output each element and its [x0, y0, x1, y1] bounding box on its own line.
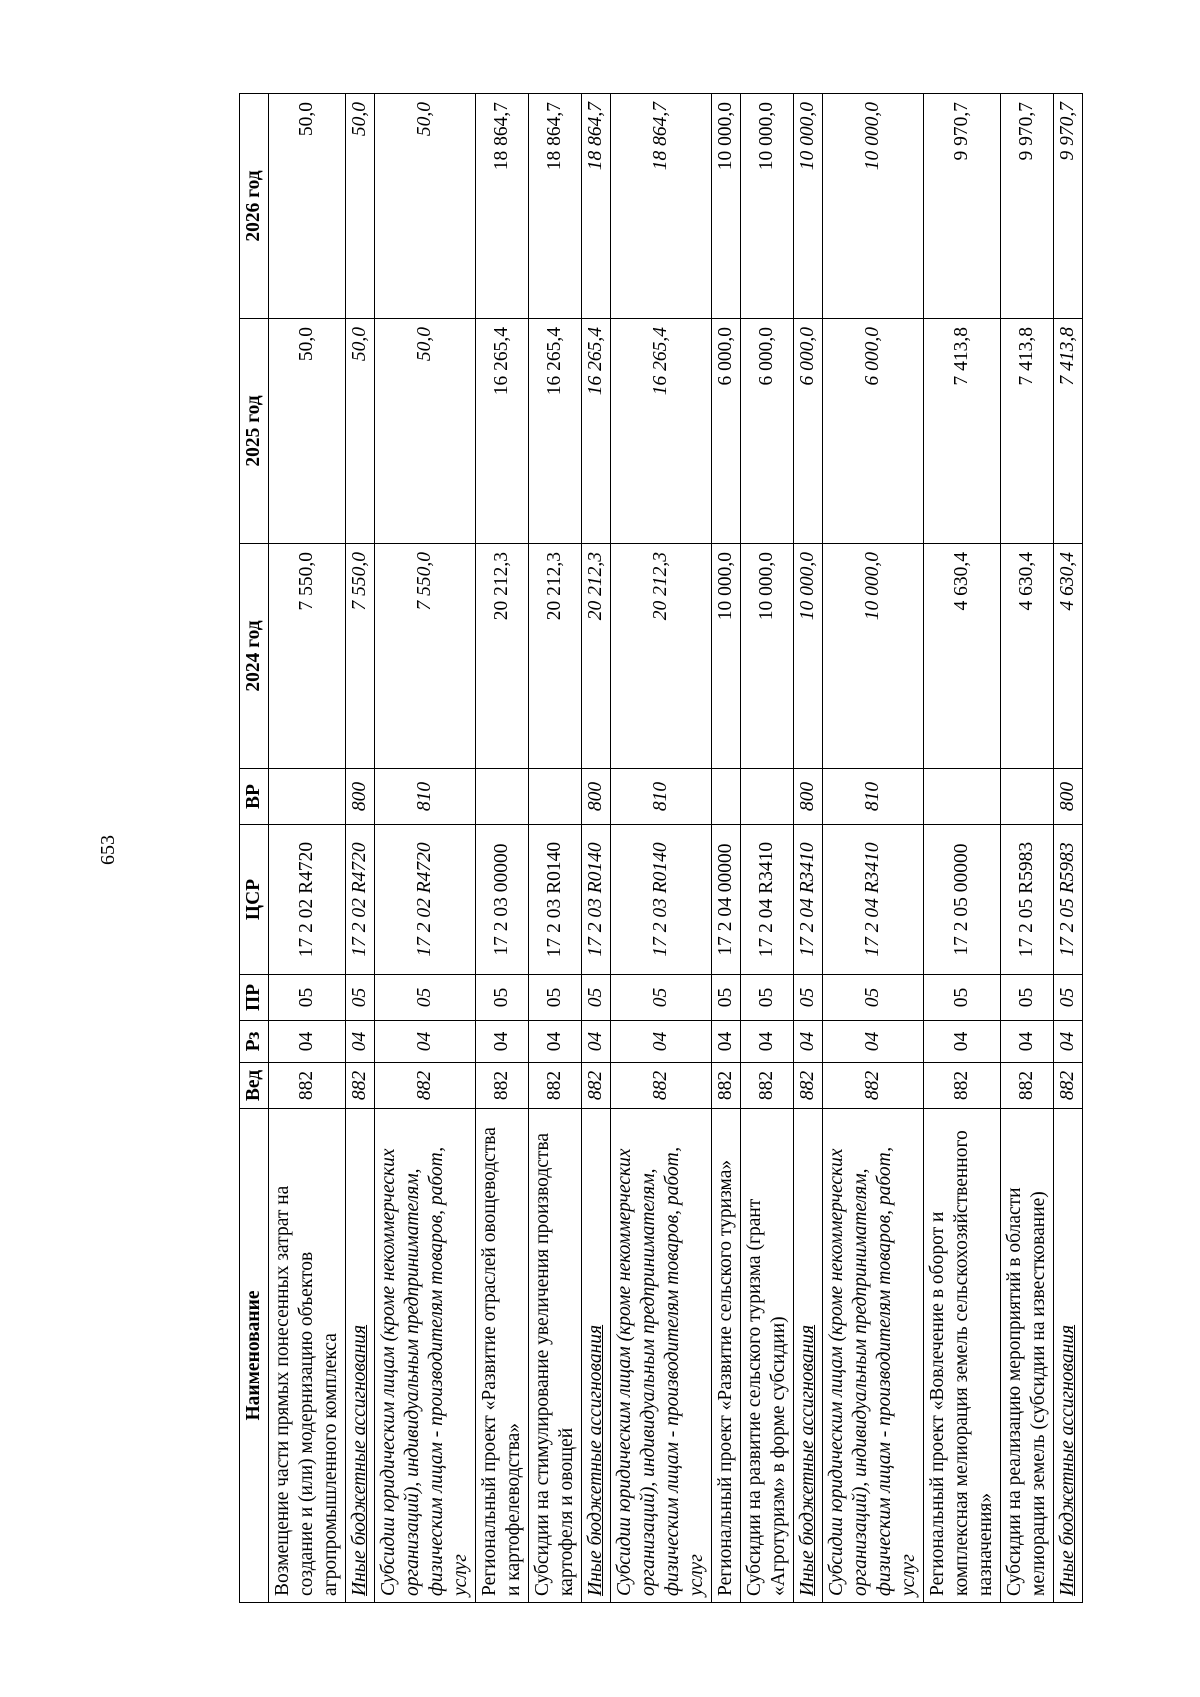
- cell-csr: 17 2 02 R4720: [269, 825, 346, 975]
- cell-ved: 882: [712, 1063, 741, 1109]
- header-2025: 2025 год: [240, 319, 269, 544]
- cell-name-text: Субсидии юридическим лицам (кроме некоммерческих организаций), индивидуальным предпринимателям, физическим лицам - производителям товаров, работ, услуг: [378, 1146, 471, 1596]
- cell-csr: 17 2 04 R3410: [741, 825, 794, 975]
- table-row: [269, 94, 346, 1603]
- cell-2024: 10 000,0: [794, 544, 823, 769]
- cell-name: [375, 1109, 476, 1603]
- cell-ved: 882: [741, 1063, 794, 1109]
- cell-2025: 16 265,4: [611, 319, 712, 544]
- cell-2026: 10 000,0: [794, 94, 823, 319]
- cell-vr: 810: [611, 769, 712, 825]
- cell-rz: 04: [476, 1021, 529, 1063]
- cell-2026: 18 864,7: [476, 94, 529, 319]
- cell-name: [582, 1109, 611, 1603]
- cell-2025: 7 413,8: [924, 319, 1001, 544]
- cell-ved: 882: [823, 1063, 924, 1109]
- cell-2024: 20 212,3: [582, 544, 611, 769]
- cell-2025: 7 413,8: [1001, 319, 1054, 544]
- table-header-row: [240, 94, 269, 1603]
- cell-2026: 9 970,7: [1001, 94, 1054, 319]
- header-csr: ЦСР: [240, 825, 269, 975]
- cell-2024: 4 630,4: [924, 544, 1001, 769]
- cell-name: [712, 1109, 741, 1603]
- cell-rz: 04: [741, 1021, 794, 1063]
- cell-csr: 17 2 02 R4720: [346, 825, 375, 975]
- cell-2024: 7 550,0: [346, 544, 375, 769]
- cell-name-text: Иные бюджетные ассигнования: [585, 1324, 606, 1596]
- cell-csr: 17 2 04 R3410: [823, 825, 924, 975]
- cell-csr: 17 2 05 00000: [924, 825, 1001, 975]
- cell-2026: 18 864,7: [611, 94, 712, 319]
- table-row: [529, 94, 582, 1603]
- cell-2024: 20 212,3: [476, 544, 529, 769]
- cell-rz: 04: [924, 1021, 1001, 1063]
- cell-2024: 20 212,3: [529, 544, 582, 769]
- cell-ved: 882: [529, 1063, 582, 1109]
- cell-2024: 4 630,4: [1001, 544, 1054, 769]
- cell-vr: [529, 769, 582, 825]
- cell-pr: 05: [611, 975, 712, 1021]
- cell-rz: 04: [529, 1021, 582, 1063]
- cell-rz: 04: [375, 1021, 476, 1063]
- cell-2024: 4 630,4: [1054, 544, 1083, 769]
- budget-table: [239, 93, 1083, 1603]
- cell-name-text: Региональный проект «Вовлечение в оборот и комплексная мелиорация земель сельскохозяйственного назначения»: [927, 1130, 996, 1596]
- cell-name-text: Иные бюджетные ассигнования: [797, 1324, 818, 1596]
- cell-2026: 9 970,7: [1054, 94, 1083, 319]
- cell-name-text: Субсидии юридическим лицам (кроме некоммерческих организаций), индивидуальным предпринимателям, физическим лицам - производителям товаров, работ, услуг: [826, 1146, 919, 1596]
- cell-name-text: Субсидии на стимулирование увеличения производства картофеля и овощей: [532, 1132, 577, 1596]
- cell-2025: 6 000,0: [823, 319, 924, 544]
- cell-vr: 810: [375, 769, 476, 825]
- cell-2026: 9 970,7: [924, 94, 1001, 319]
- cell-vr: [476, 769, 529, 825]
- cell-name-text: Субсидии на реализацию мероприятий в области мелиорации земель (субсидии на известкование): [1004, 1187, 1049, 1596]
- table-row: [823, 94, 924, 1603]
- cell-ved: 882: [924, 1063, 1001, 1109]
- cell-2026: 50,0: [269, 94, 346, 319]
- cell-csr: 17 2 02 R4720: [375, 825, 476, 975]
- cell-vr: [1001, 769, 1054, 825]
- cell-2025: 6 000,0: [741, 319, 794, 544]
- cell-ved: 882: [1054, 1063, 1083, 1109]
- cell-2025: 50,0: [375, 319, 476, 544]
- table-row: [582, 94, 611, 1603]
- cell-2025: 6 000,0: [712, 319, 741, 544]
- cell-name: [611, 1109, 712, 1603]
- cell-ved: 882: [582, 1063, 611, 1109]
- cell-vr: 800: [346, 769, 375, 825]
- cell-pr: 05: [794, 975, 823, 1021]
- cell-vr: 800: [582, 769, 611, 825]
- header-rz: Рз: [240, 1021, 269, 1063]
- table-row: [375, 94, 476, 1603]
- cell-vr: [269, 769, 346, 825]
- cell-pr: 05: [346, 975, 375, 1021]
- cell-vr: [924, 769, 1001, 825]
- cell-name: [346, 1109, 375, 1603]
- cell-2025: 16 265,4: [529, 319, 582, 544]
- cell-name: [741, 1109, 794, 1603]
- cell-csr: 17 2 03 R0140: [582, 825, 611, 975]
- table-row: [741, 94, 794, 1603]
- cell-2024: 10 000,0: [741, 544, 794, 769]
- cell-vr: [741, 769, 794, 825]
- table-row: [476, 94, 529, 1603]
- cell-2024: 7 550,0: [375, 544, 476, 769]
- cell-vr: [712, 769, 741, 825]
- cell-name-text: Субсидии юридическим лицам (кроме некоммерческих организаций), индивидуальным предпринимателям, физическим лицам - производителям товаров, работ, услуг: [614, 1146, 707, 1596]
- cell-2024: 20 212,3: [611, 544, 712, 769]
- cell-name-text: Иные бюджетные ассигнования: [1057, 1324, 1078, 1596]
- cell-rz: 04: [346, 1021, 375, 1063]
- cell-pr: 05: [582, 975, 611, 1021]
- table-row: [712, 94, 741, 1603]
- cell-name: [529, 1109, 582, 1603]
- cell-2026: 10 000,0: [741, 94, 794, 319]
- cell-rz: 04: [794, 1021, 823, 1063]
- table-row: [1001, 94, 1054, 1603]
- cell-2025: 50,0: [346, 319, 375, 544]
- cell-vr: 810: [823, 769, 924, 825]
- cell-2026: 18 864,7: [529, 94, 582, 319]
- cell-ved: 882: [476, 1063, 529, 1109]
- cell-name: [924, 1109, 1001, 1603]
- cell-name-text: Возмещение части прямых понесенных затрат на создание и (или) модернизацию объектов агропромышленного комплекса: [272, 1185, 341, 1596]
- cell-2026: 50,0: [375, 94, 476, 319]
- cell-name: [269, 1109, 346, 1603]
- cell-rz: 04: [1054, 1021, 1083, 1063]
- cell-2024: 7 550,0: [269, 544, 346, 769]
- header-name: Наименование: [240, 1109, 269, 1603]
- table-row: [346, 94, 375, 1603]
- header-2026: 2026 год: [240, 94, 269, 319]
- cell-2025: 16 265,4: [582, 319, 611, 544]
- table-row: [1054, 94, 1083, 1603]
- cell-pr: 05: [1001, 975, 1054, 1021]
- cell-rz: 04: [1001, 1021, 1054, 1063]
- cell-2026: 10 000,0: [823, 94, 924, 319]
- cell-ved: 882: [1001, 1063, 1054, 1109]
- cell-name: [823, 1109, 924, 1603]
- cell-rz: 04: [712, 1021, 741, 1063]
- cell-pr: 05: [269, 975, 346, 1021]
- header-pr: ПР: [240, 975, 269, 1021]
- cell-rz: 04: [823, 1021, 924, 1063]
- cell-pr: 05: [529, 975, 582, 1021]
- cell-pr: 05: [712, 975, 741, 1021]
- cell-csr: 17 2 03 00000: [476, 825, 529, 975]
- cell-name: [1001, 1109, 1054, 1603]
- cell-ved: 882: [375, 1063, 476, 1109]
- cell-csr: 17 2 04 R3410: [794, 825, 823, 975]
- cell-pr: 05: [924, 975, 1001, 1021]
- cell-pr: 05: [1054, 975, 1083, 1021]
- cell-2025: 50,0: [269, 319, 346, 544]
- table-row: [794, 94, 823, 1603]
- cell-2026: 50,0: [346, 94, 375, 319]
- cell-vr: 800: [1054, 769, 1083, 825]
- cell-name-text: Региональный проект «Развитие отраслей овощеводства и картофелеводства»: [479, 1127, 524, 1596]
- cell-csr: 17 2 03 R0140: [529, 825, 582, 975]
- cell-pr: 05: [476, 975, 529, 1021]
- cell-2026: 18 864,7: [582, 94, 611, 319]
- cell-name: [476, 1109, 529, 1603]
- cell-2024: 10 000,0: [712, 544, 741, 769]
- table-body: [269, 94, 1083, 1603]
- cell-ved: 882: [611, 1063, 712, 1109]
- header-vr: ВР: [240, 769, 269, 825]
- cell-pr: 05: [741, 975, 794, 1021]
- cell-pr: 05: [823, 975, 924, 1021]
- cell-csr: 17 2 03 R0140: [611, 825, 712, 975]
- cell-2025: 6 000,0: [794, 319, 823, 544]
- cell-2026: 10 000,0: [712, 94, 741, 319]
- cell-2025: 7 413,8: [1054, 319, 1083, 544]
- cell-csr: 17 2 05 R5983: [1054, 825, 1083, 975]
- cell-rz: 04: [269, 1021, 346, 1063]
- cell-name-text: Иные бюджетные ассигнования: [349, 1324, 370, 1596]
- header-2024: 2024 год: [240, 544, 269, 769]
- table-row: [924, 94, 1001, 1603]
- cell-2025: 16 265,4: [476, 319, 529, 544]
- cell-name: [1054, 1109, 1083, 1603]
- cell-ved: 882: [794, 1063, 823, 1109]
- cell-rz: 04: [582, 1021, 611, 1063]
- cell-ved: 882: [269, 1063, 346, 1109]
- cell-vr: 800: [794, 769, 823, 825]
- rotated-table-container: [239, 93, 1179, 1603]
- table-row: [611, 94, 712, 1603]
- cell-csr: 17 2 05 R5983: [1001, 825, 1054, 975]
- cell-name: [794, 1109, 823, 1603]
- page-number: 653: [97, 835, 119, 865]
- header-ved: Вед: [240, 1063, 269, 1109]
- cell-name-text: Субсидии на развитие сельского туризма (грант «Агротуризм» в форме субсидии): [744, 1198, 789, 1596]
- cell-csr: 17 2 04 00000: [712, 825, 741, 975]
- cell-name-text: Региональный проект «Развитие сельского туризма»: [715, 1159, 736, 1596]
- cell-ved: 882: [346, 1063, 375, 1109]
- cell-rz: 04: [611, 1021, 712, 1063]
- cell-2024: 10 000,0: [823, 544, 924, 769]
- cell-pr: 05: [375, 975, 476, 1021]
